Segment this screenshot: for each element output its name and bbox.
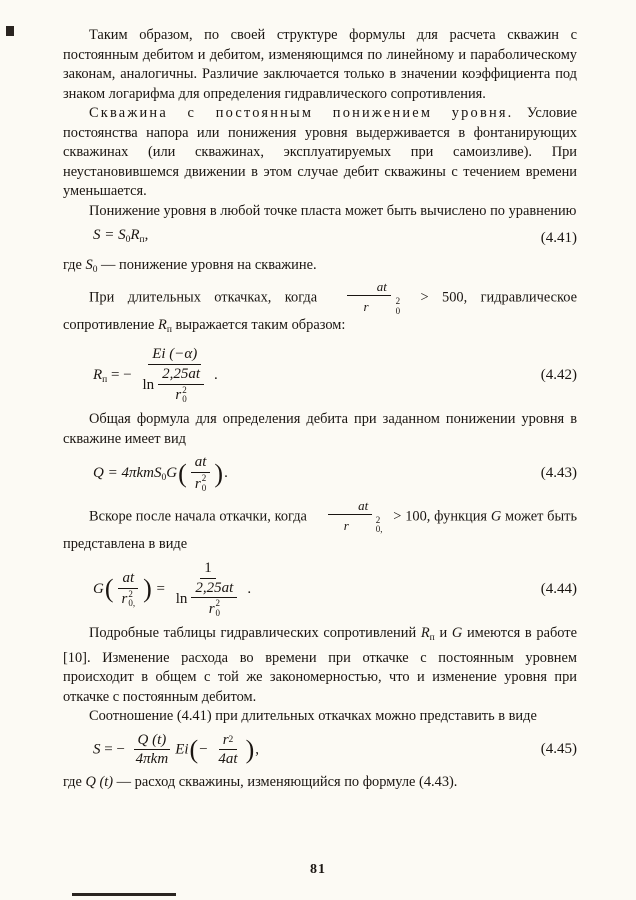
math-var: R [158,317,167,334]
math-var: S [93,741,101,758]
text-run: где [63,256,86,273]
subscript: 0 [125,235,131,245]
text-run: — расход скважины, изменяющийся по формуле (4.43). [113,774,458,791]
equation-4-42 [63,346,577,405]
subscript: 0 [92,264,98,275]
fraction-denominator [314,515,387,536]
superscript: 2 [395,295,401,306]
superscript: 2 [228,734,234,745]
fraction-numerator [148,346,201,365]
paragraph-relation: Соотношение (4.41) при длительных откачках можно представить в виде [89,708,537,725]
fraction-numerator: at [347,280,391,296]
fraction-numerator: Q (t) [134,732,171,751]
text-run: выражается таким образом: [171,317,346,334]
text-run: — понижение уровня на скважине. [97,256,317,273]
math-var: r [194,475,201,492]
sub-sup-stack [202,474,207,494]
text-run: может быть представлена в виде [63,508,578,553]
fraction-numerator [219,732,238,751]
fraction-denominator [334,296,405,317]
paragraph-intro: Таким образом, по своей структуре формулы для расчета скважин с постоянным дебитом и дебитом, изменяющимся по линейному и параболическому законам, аналогичны. Различие заключается только в значении коэффициента под знаком логарифма для определения гидравлического сопротивления. [63,27,577,102]
sub-sup-stack [370,297,401,317]
equation-4-44 [63,560,577,619]
text-run: > 500, гидравлическое [407,289,577,306]
subscript: 0, [128,598,136,609]
math-var: G [451,625,463,642]
paragraph-drawdown: Понижение уровня в любой точке пласта может быть вычислено по уравнению [89,202,577,219]
equation-4-41 [63,226,577,251]
fraction [214,732,241,769]
math-var: R [93,367,103,384]
equation-number: (4.45) [540,741,577,758]
relation: = [152,580,169,597]
math-var: G [490,508,502,525]
equation-number: (4.43) [540,465,577,482]
text-run: имеются в работе [10]. Изменение расхода во времени при откачке с постоянным уровнем происходит в общем с той же закономерностью, что и изменение уровня при откачке с постоянным дебитом. [63,625,577,705]
subscript: 0 [201,482,207,493]
math-var: G [93,580,104,597]
subscript: 0 [215,608,221,619]
fraction [191,454,211,494]
left-paren: ( [189,734,199,764]
punctuation: . [247,580,252,597]
inner-fraction [158,366,204,406]
punctuation: , [255,741,260,758]
punctuation: . [224,465,228,482]
sub-sup-stack [128,590,135,610]
fraction-denominator: 4πkm [135,751,169,768]
fraction [172,560,245,619]
punctuation: , [144,227,149,243]
math-var: Q (t) [85,774,114,791]
equation-number: (4.42) [540,366,577,383]
ei-function: Ei [175,741,189,758]
ln-operator: ln [175,590,188,607]
math-var: r [363,298,369,314]
fraction-denominator: 4at [218,751,238,768]
subscript: п [102,375,108,386]
text-run: где [63,774,86,791]
ln-operator: ln [142,377,155,394]
paragraph-where-s0 [63,256,577,281]
paragraph-soon-after [63,499,577,555]
fraction-numerator: at [191,454,211,473]
text-run: Условие постоянства напора или понижения уровня выдерживается в фонтанирующих скважинах (или скважинах, эксплуатируемых при самоизливе). При неустановившемся движении в этом случае дебит скважины с течением времени уменьшается. [63,105,577,199]
left-paren: ( [178,459,187,489]
fraction [132,732,173,769]
relation: = − [100,741,129,758]
text-run: Вскоре после начала откачки, когда [89,508,311,525]
inline-fraction [334,280,405,316]
equation-body [93,732,259,769]
subscript: 0 [182,394,187,405]
paragraph-section [63,104,577,202]
superscript: 2 [128,588,133,599]
math-var: G [166,465,178,482]
subscript: п [429,633,435,644]
text-run: и [434,625,452,642]
equation-4-45 [63,732,577,769]
math-var: r [208,600,215,617]
math-var: R [130,227,140,243]
equation-body [93,346,218,405]
subscript: 0 [395,305,401,316]
inner-fraction [191,580,237,620]
math-run: S = S [93,227,126,243]
math-run: Q = 4πkmS [93,465,162,482]
superscript: 2 [182,384,187,395]
math-var: R [420,625,430,642]
fraction-denominator [191,473,210,494]
equation-number: (4.41) [540,229,577,246]
sub-sup-stack [216,599,221,619]
math-var: r [343,517,349,533]
paragraph-long-pumping [63,280,577,341]
inline-fraction [314,499,387,535]
paragraph-general-formula: Общая формула для определения дебита при заданном понижении уровня в скважине имеет вид [63,411,577,447]
equation-number: (4.44) [540,580,577,597]
fraction-numerator: 2,25at [158,366,204,385]
math-var: r [222,731,229,748]
fraction-numerator: at [118,570,138,589]
subscript: п [139,235,145,245]
subscript: п [166,325,172,336]
math-var: r [175,387,182,403]
subscript: 0 [161,473,167,484]
fraction-denominator [138,365,211,406]
paragraph-tables [63,624,577,707]
relation: = − [107,367,136,384]
fraction-denominator [172,579,245,620]
left-paren: ( [104,574,114,604]
sub-sup-stack [182,386,187,406]
sub-sup-stack [350,516,383,536]
subscript: 0, [375,524,383,535]
right-paren: ) [143,574,152,604]
math-var: r [121,590,128,607]
equation-body [93,226,148,251]
math-run: Ei (−α) [152,345,198,362]
superscript: 2 [201,473,207,484]
page-number: 81 [310,862,326,877]
punctuation: . [214,367,218,384]
fraction-numerator: 2,25at [191,580,237,599]
equation-4-43 [63,454,577,494]
superscript: 2 [215,598,221,609]
right-paren: ) [245,734,255,764]
text-run: сопротивление [63,317,159,334]
text-run: При длительных откачках, когда [89,289,331,306]
section-heading: Скважина с постоянным понижением уровня. [89,105,514,121]
equation-body [93,454,228,494]
fraction-numerator: 1 [200,560,216,579]
paragraph-where-qt [63,773,577,793]
right-paren: ) [214,459,224,489]
minus-sign: − [199,741,212,758]
fraction [138,346,211,405]
text-run: Подробные таблицы гидравлических сопротивлений [89,625,421,642]
fraction-denominator [205,598,224,619]
fraction-denominator [171,385,190,406]
equation-body [93,560,251,619]
superscript: 2 [375,514,381,525]
scan-artifact [72,893,176,896]
fraction [118,570,140,610]
fraction-denominator [118,589,140,610]
math-var: S [85,256,93,273]
page-content [63,26,577,793]
scan-artifact [6,26,14,36]
text-run: > 100, функция [389,508,491,525]
fraction-numerator: at [328,499,372,515]
